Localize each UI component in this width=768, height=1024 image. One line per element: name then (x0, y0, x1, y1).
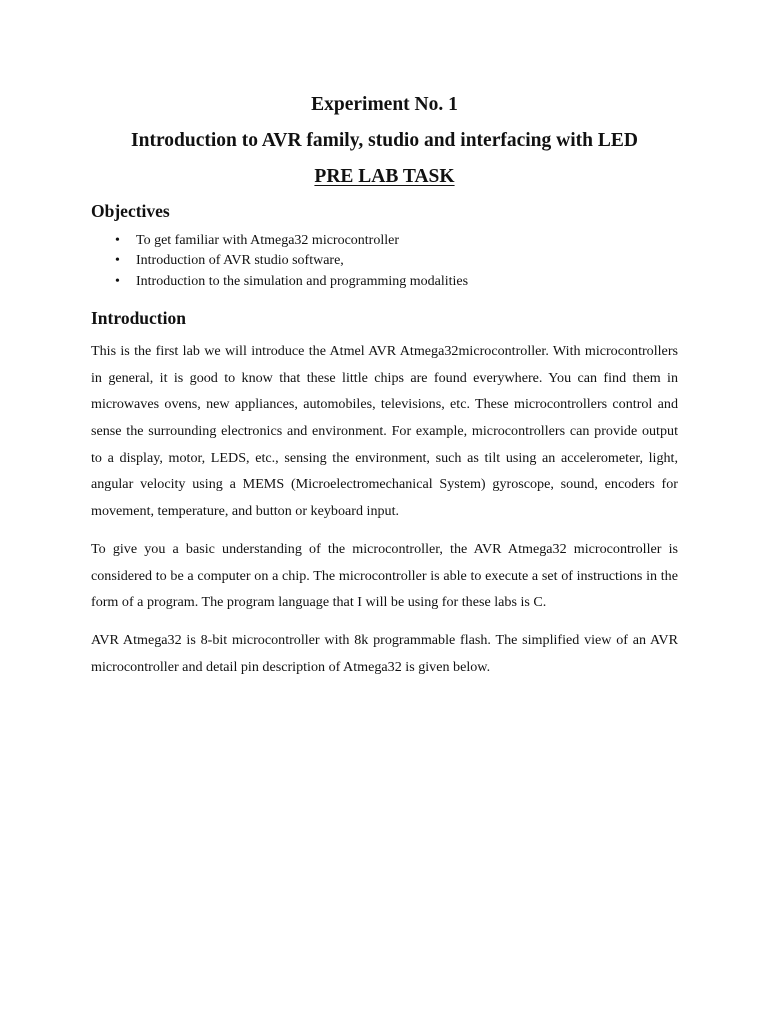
introduction-paragraph: AVR Atmega32 is 8-bit microcontroller with 8k programmable flash. The simplified view of an AVR microcontroller and detail pin description of Atmega32 is given below. (91, 631, 678, 675)
objective-text: Introduction to the simulation and programming modalities (136, 273, 469, 289)
bullet-icon: • (115, 273, 120, 289)
bullet-icon: • (115, 233, 120, 248)
bullet-icon: • (115, 253, 120, 269)
objectives-heading: Objectives (91, 201, 170, 221)
document-subtitle: Introduction to AVR family, studio and interfacing with LED (131, 130, 638, 151)
objectives-list (91, 231, 678, 292)
list-item (91, 251, 678, 271)
objective-text: To get familiar with Atmega32 microcontroller (136, 233, 399, 248)
list-item (91, 231, 678, 251)
experiment-title: Experiment No. 1 (311, 94, 458, 115)
objective-text: Introduction of AVR studio software, (136, 253, 344, 269)
introduction-heading: Introduction (91, 307, 186, 328)
introduction-paragraph: This is the first lab we will introduce the Atmel AVR Atmega32microcontroller. With microcontrollers in general, it is good to know that these little chips are found everywhere. You can find them in microwaves ovens, new appliances, automobiles, televisions, etc. These microcontrollers control and sense the surrounding electronics and environment. For example, microcontrollers can provide output to a display, motor, LEDS, etc., sensing the environment, such as tilt using an accelerometer, light, angular velocity using a MEMS (Microelectromechanical System) gyroscope, sound, encoders for movement, temperature, and button or keyboard input. (91, 342, 678, 520)
document-content (91, 92, 678, 680)
section-title: PRE LAB TASK (314, 166, 455, 187)
list-item (91, 272, 678, 292)
introduction-paragraph: To give you a basic understanding of the microcontroller, the AVR Atmega32 microcontroller is considered to be a computer on a chip. The microcontroller is able to execute a set of instructions in the form of a program. The program language that I will be using for these labs is C. (91, 540, 678, 611)
